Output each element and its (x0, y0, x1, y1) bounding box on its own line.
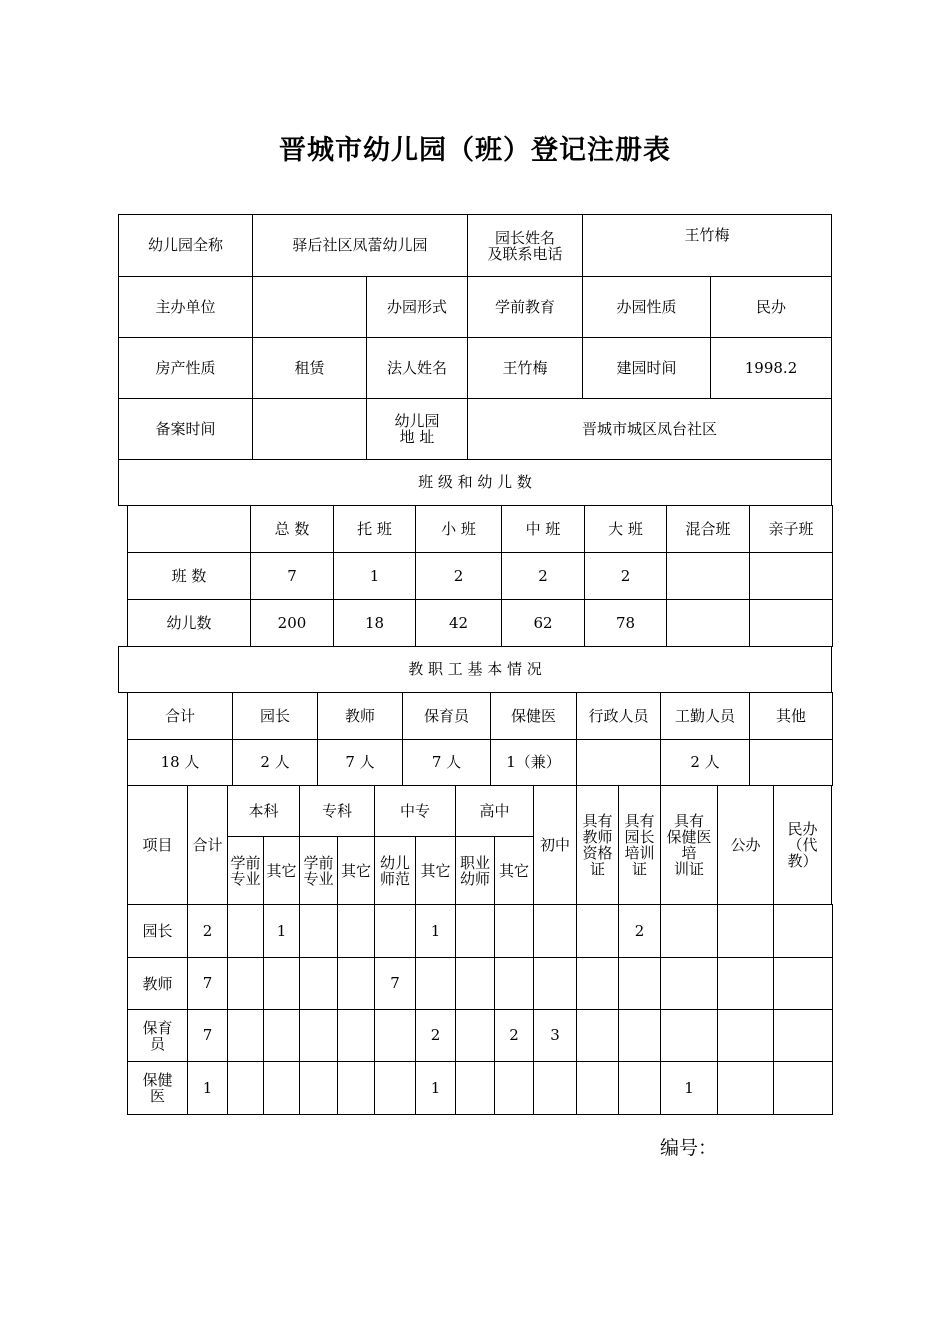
education-cell (773, 957, 833, 1010)
classes-cell (749, 552, 833, 600)
name-label: 幼儿园全称 (118, 214, 253, 277)
staff-value-cell: 2 人 (660, 739, 750, 786)
education-cell (717, 1009, 774, 1062)
education-cell (618, 1009, 661, 1062)
education-cell (773, 904, 833, 958)
page-title: 晋城市幼儿园（班）登记注册表 (279, 135, 671, 166)
education-cell (263, 1061, 300, 1115)
education-cell (227, 957, 264, 1010)
col-junior: 初中 (533, 785, 577, 905)
staff-header-cell: 其他 (749, 692, 833, 740)
sub-college-other: 其它 (337, 836, 375, 905)
education-cell (773, 1061, 833, 1115)
classes-header-cell: 混合班 (666, 505, 750, 553)
sub-secondary-normal: 幼儿师范 (374, 836, 416, 905)
education-cell (299, 1061, 338, 1115)
education-cell: 1 (660, 1061, 718, 1115)
classes-cell: 2 (501, 552, 585, 600)
col-director-cert: 具有园长培训证 (618, 785, 661, 905)
address-value: 晋城市城区凤台社区 (467, 398, 832, 460)
classes-cell: 幼儿数 (127, 599, 251, 647)
staff-header-cell: 保健医 (490, 692, 577, 740)
classes-cell: 2 (584, 552, 667, 600)
classes-cell (666, 552, 750, 600)
founded-label: 建园时间 (582, 337, 711, 399)
form-label: 办园形式 (366, 276, 468, 338)
education-cell (618, 957, 661, 1010)
education-cell (337, 1061, 375, 1115)
sub-bachelor-other: 其它 (263, 836, 300, 905)
director-value: 王竹梅 (582, 214, 832, 277)
education-cell (374, 1009, 416, 1062)
education-cell (494, 957, 534, 1010)
classes-header-cell: 中 班 (501, 505, 585, 553)
staff-header-cell: 行政人员 (576, 692, 661, 740)
classes-cell: 78 (584, 599, 667, 647)
education-cell (227, 1061, 264, 1115)
sub-secondary-other: 其它 (415, 836, 456, 905)
education-row-label: 保育 员 (127, 1009, 188, 1062)
sponsor-label: 主办单位 (118, 276, 253, 338)
education-cell: 1 (415, 1061, 456, 1115)
classes-header-cell: 亲子班 (749, 505, 833, 553)
classes-header-cell: 小 班 (415, 505, 502, 553)
education-cell (533, 1061, 577, 1115)
education-cell (299, 1009, 338, 1062)
filing-label: 备案时间 (118, 398, 253, 460)
staff-value-cell: 7 人 (402, 739, 491, 786)
sub-college-preschool: 学前专业 (299, 836, 338, 905)
education-cell: 7 (187, 1009, 228, 1062)
education-cell (494, 904, 534, 958)
education-cell (660, 1009, 718, 1062)
education-cell (337, 957, 375, 1010)
education-cell (660, 957, 718, 1010)
education-cell (337, 1009, 375, 1062)
classes-cell: 1 (333, 552, 416, 600)
education-cell (299, 957, 338, 1010)
education-cell (717, 957, 774, 1010)
classes-cell (749, 599, 833, 647)
education-cell (263, 957, 300, 1010)
education-cell: 2 (415, 1009, 456, 1062)
education-cell (374, 904, 416, 958)
col-total: 合计 (187, 785, 228, 905)
staff-value-cell: 7 人 (317, 739, 403, 786)
property-label: 房产性质 (118, 337, 253, 399)
nature-value: 民办 (710, 276, 832, 338)
education-cell (576, 904, 619, 958)
education-cell (455, 904, 495, 958)
name-value: 驿后社区凤蕾幼儿园 (252, 214, 468, 277)
education-cell: 7 (374, 957, 416, 1010)
classes-cell: 42 (415, 599, 502, 647)
classes-cell: 200 (250, 599, 334, 647)
col-public: 公办 (717, 785, 774, 905)
classes-cell: 班 数 (127, 552, 251, 600)
education-cell (415, 957, 456, 1010)
education-cell (576, 1061, 619, 1115)
education-cell (227, 904, 264, 958)
education-cell (455, 1009, 495, 1062)
staff-header-cell: 园长 (232, 692, 318, 740)
education-cell: 1 (263, 904, 300, 958)
property-value: 租赁 (252, 337, 367, 399)
col-health-cert: 具有 保健医培 训证 (660, 785, 718, 905)
classes-cell (666, 599, 750, 647)
classes-cell: 2 (415, 552, 502, 600)
classes-heading: 班 级 和 幼 儿 数 (118, 459, 832, 506)
education-cell (337, 904, 375, 958)
staff-header-cell: 工勤人员 (660, 692, 750, 740)
education-cell: 1 (415, 904, 456, 958)
education-cell (717, 904, 774, 958)
education-cell: 2 (618, 904, 661, 958)
col-teacher-cert: 具有教师资格证 (576, 785, 619, 905)
group-bachelor: 本科 (227, 785, 300, 837)
staff-value-cell: 2 人 (232, 739, 318, 786)
staff-header-cell: 保育员 (402, 692, 491, 740)
education-cell (227, 1009, 264, 1062)
serial-number-label: 编号： (660, 1137, 718, 1159)
education-cell (618, 1061, 661, 1115)
staff-heading: 教 职 工 基 本 情 况 (118, 646, 832, 693)
education-cell (455, 957, 495, 1010)
form-value: 学前教育 (467, 276, 583, 338)
address-label: 幼儿园 地 址 (366, 398, 468, 460)
education-cell (660, 904, 718, 958)
nature-label: 办园性质 (582, 276, 711, 338)
education-cell (576, 1009, 619, 1062)
sub-highschool-other: 其它 (494, 836, 534, 905)
staff-value-cell: 1（兼） (490, 739, 577, 786)
education-cell: 2 (494, 1009, 534, 1062)
sponsor-value (252, 276, 367, 338)
legal-label: 法人姓名 (366, 337, 468, 399)
staff-value-cell (749, 739, 833, 786)
education-cell (773, 1009, 833, 1062)
education-row-label: 教师 (127, 957, 188, 1010)
group-secondary: 中专 (374, 785, 456, 837)
filing-value (252, 398, 367, 460)
staff-header-cell: 合计 (127, 692, 233, 740)
col-item: 项目 (127, 785, 188, 905)
education-cell (299, 904, 338, 958)
classes-header-cell (127, 505, 251, 553)
education-cell: 7 (187, 957, 228, 1010)
director-label: 园长姓名 及联系电话 (467, 214, 583, 277)
classes-header-cell: 托 班 (333, 505, 416, 553)
education-cell (374, 1061, 416, 1115)
classes-header-cell: 大 班 (584, 505, 667, 553)
education-row-label: 保健 医 (127, 1061, 188, 1115)
classes-cell: 62 (501, 599, 585, 647)
staff-header-cell: 教师 (317, 692, 403, 740)
sub-highschool-vocational: 职业幼师 (455, 836, 495, 905)
staff-value-cell (576, 739, 661, 786)
education-cell: 1 (187, 1061, 228, 1115)
education-cell (533, 904, 577, 958)
group-college: 专科 (299, 785, 375, 837)
education-cell (494, 1061, 534, 1115)
classes-cell: 7 (250, 552, 334, 600)
education-cell (455, 1061, 495, 1115)
sub-bachelor-preschool: 学前专业 (227, 836, 264, 905)
education-cell (533, 957, 577, 1010)
education-cell (576, 957, 619, 1010)
staff-value-cell: 18 人 (127, 739, 233, 786)
classes-cell: 18 (333, 599, 416, 647)
education-cell (263, 1009, 300, 1062)
group-highschool: 高中 (455, 785, 534, 837)
col-private: 民办 （代 教） (773, 785, 832, 905)
education-cell: 2 (187, 904, 228, 958)
education-row-label: 园长 (127, 904, 188, 958)
founded-value: 1998.2 (710, 337, 832, 399)
classes-header-cell: 总 数 (250, 505, 334, 553)
education-cell (717, 1061, 774, 1115)
legal-value: 王竹梅 (467, 337, 583, 399)
education-cell: 3 (533, 1009, 577, 1062)
